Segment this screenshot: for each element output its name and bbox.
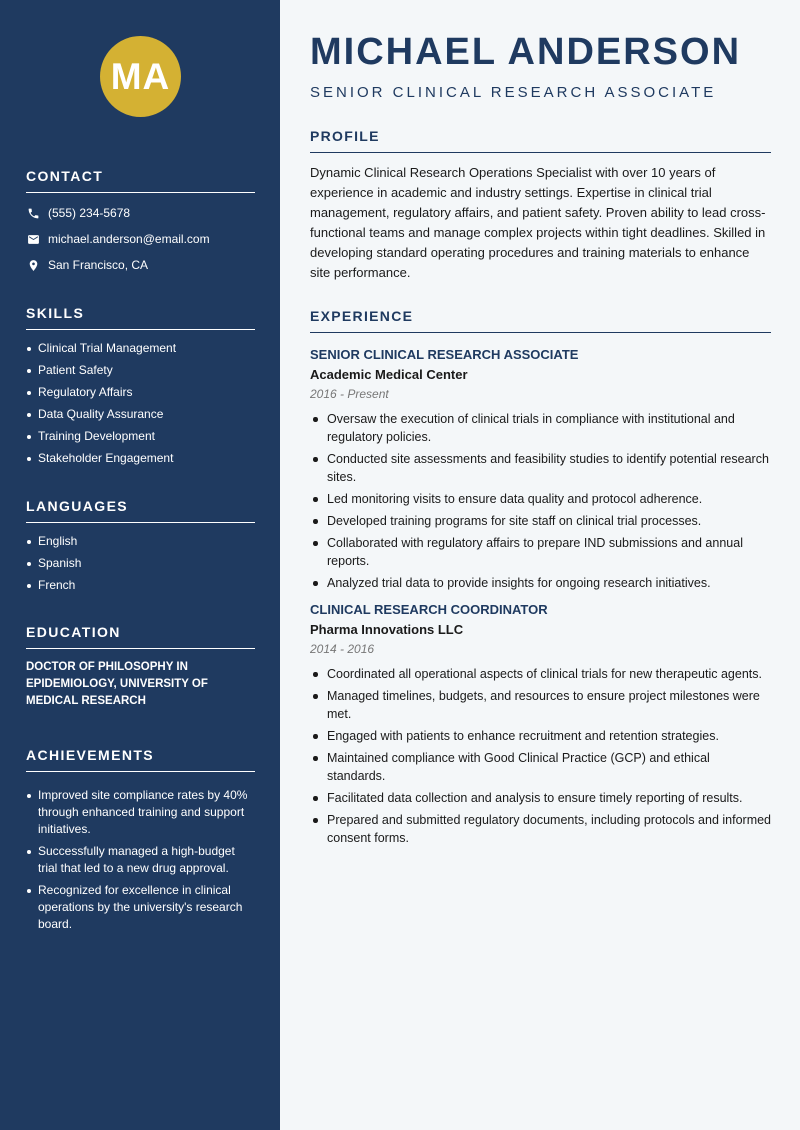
job-entry [310,347,771,592]
profile-text: Dynamic Clinical Research Operations Specialist with over 10 years of experience in academic and industry settings. Expertise in clinical trial management, regulatory affairs, and patient safety. Proven ability to lead cross-functional teams and manage complex projects within tight deadlines. Skilled in developing standard operating procedures and training materials to enhance site performance. [310,165,766,280]
experience-heading: EXPERIENCE [310,308,771,333]
job-title: CLINICAL RESEARCH COORDINATOR [310,602,548,617]
location-pin-icon [26,258,40,272]
sidebar [0,0,280,1130]
skill-item: Regulatory Affairs [26,384,255,401]
job-bullet: Maintained compliance with Good Clinical Practice (GCP) and ethical standards. [310,749,771,785]
skill-item: Clinical Trial Management [26,340,255,357]
profile-section [310,128,771,283]
skills-section [26,305,255,472]
phone-text: (555) 234-5678 [48,206,131,220]
contact-email [26,230,255,248]
achievements-heading: ACHIEVEMENTS [26,747,255,772]
language-item: Spanish [26,555,255,572]
achievements-list [26,787,255,933]
job-bullet: Coordinated all operational aspects of clinical trials for new therapeutic agents. [310,665,771,683]
job-bullet: Conducted site assessments and feasibility studies to identify potential research sites. [310,450,771,486]
skills-list [26,340,255,467]
languages-section [26,498,255,599]
language-item: French [26,577,255,594]
job-bullets [310,665,771,847]
achievement-item: Successfully managed a high-budget trial that led to a new drug approval. [26,843,255,877]
job-bullet: Developed training programs for site staff on clinical trial processes. [310,512,771,530]
email-icon [26,232,40,246]
language-item: English [26,533,255,550]
job-entry [310,602,771,847]
job-bullet: Led monitoring visits to ensure data quality and protocol adherence. [310,490,771,508]
location-text: San Francisco, CA [48,258,149,272]
achievements-section [26,747,255,938]
contact-location [26,256,255,274]
contact-section [26,168,255,274]
education-degree: DOCTOR OF PHILOSOPHY IN EPIDEMIOLOGY, UNIVERSITY OF MEDICAL RESEARCH [26,661,208,707]
job-bullet: Collaborated with regulatory affairs to prepare IND submissions and annual reports. [310,534,771,570]
languages-heading: LANGUAGES [26,498,255,523]
contact-heading: CONTACT [26,168,255,193]
job-bullet: Oversaw the execution of clinical trials in compliance with institutional and regulatory policies. [310,410,771,446]
languages-list [26,533,255,594]
job-bullet: Facilitated data collection and analysis to ensure timely reporting of results. [310,789,771,807]
job-company: Academic Medical Center [310,367,468,382]
job-bullet: Analyzed trial data to provide insights for ongoing research initiatives. [310,574,771,592]
job-company: Pharma Innovations LLC [310,622,464,637]
skill-item: Training Development [26,428,255,445]
profile-heading: PROFILE [310,128,771,153]
experience-section [310,308,771,851]
avatar-initials: MA [110,55,171,97]
education-section [26,624,255,710]
education-heading: EDUCATION [26,624,255,649]
job-dates: 2016 - Present [310,387,389,401]
skill-item: Stakeholder Engagement [26,450,255,467]
phone-icon [26,206,40,220]
job-title: SENIOR CLINICAL RESEARCH ASSOCIATE [310,347,579,362]
job-bullet: Prepared and submitted regulatory documents, including protocols and informed consent forms. [310,811,771,847]
job-dates: 2014 - 2016 [310,642,375,656]
job-bullet: Managed timelines, budgets, and resources to ensure project milestones were met. [310,687,771,723]
skills-heading: SKILLS [26,305,255,330]
job-bullet: Engaged with patients to enhance recruitment and retention strategies. [310,727,771,745]
achievement-item: Improved site compliance rates by 40% through enhanced training and support initiatives. [26,787,255,838]
contact-phone [26,204,255,222]
skill-item: Patient Safety [26,362,255,379]
job-bullets [310,410,771,592]
email-text[interactable]: michael.anderson@email.com [48,232,210,246]
achievement-item: Recognized for excellence in clinical operations by the university's research board. [26,882,255,933]
avatar [100,36,181,117]
candidate-title: SENIOR CLINICAL RESEARCH ASSOCIATE [310,84,717,101]
candidate-name: MICHAEL ANDERSON [310,31,742,73]
skill-item: Data Quality Assurance [26,406,255,423]
